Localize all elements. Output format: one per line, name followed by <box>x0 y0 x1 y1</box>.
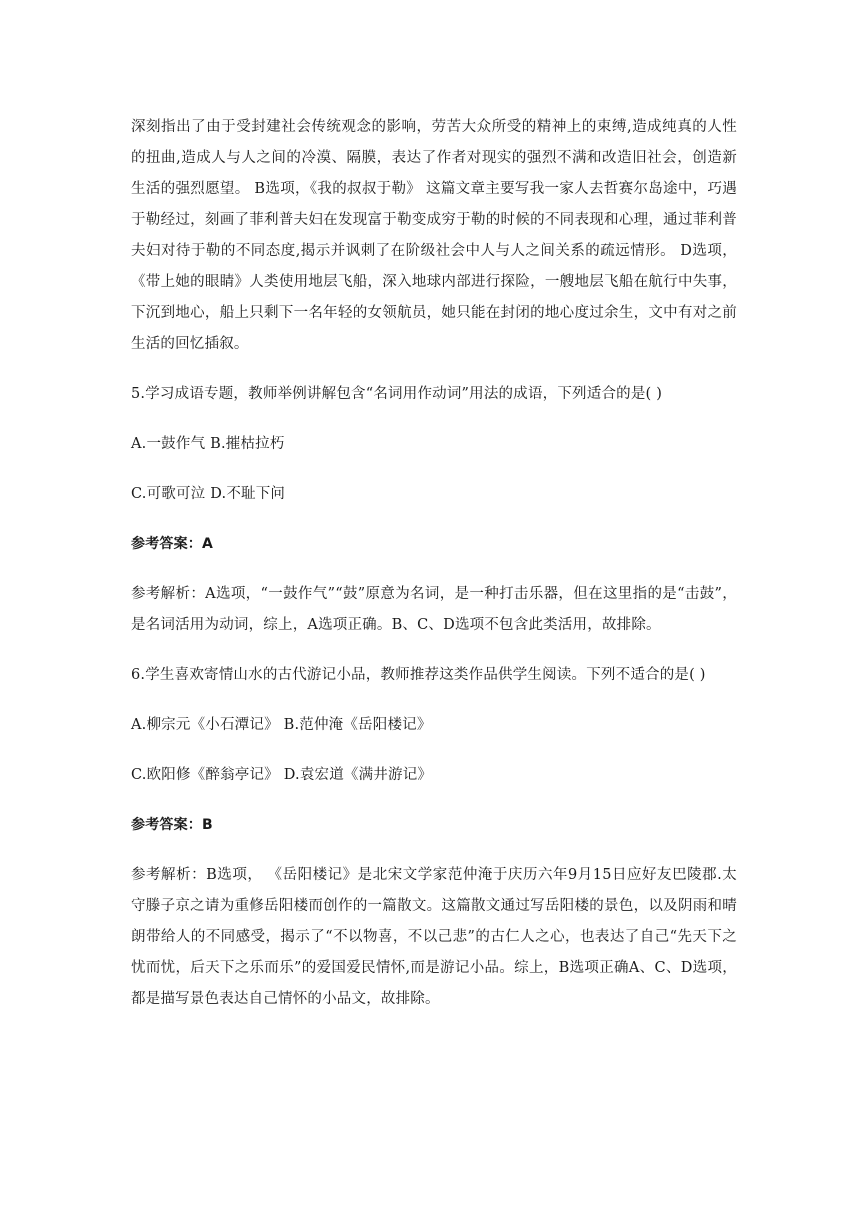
question-5-options-cd: C.可歌可泣 D.不耻下问 <box>131 486 286 502</box>
question-5-answer: 参考答案：A <box>131 536 214 552</box>
document-body <box>131 112 737 1034</box>
question-6-answer: 参考答案：B <box>131 817 213 833</box>
question-5-options-ab: A.一鼓作气 B.摧枯拉朽 <box>131 436 285 452</box>
question-6-options-cd: C.欧阳修《醉翁亭记》 D.袁宏道《满井游记》 <box>131 767 433 783</box>
question-6-options-ab: A.柳宗元《小石潭记》 B.范仲淹《岳阳楼记》 <box>131 717 432 733</box>
question-5-analysis: 参考解析：A选项，“一鼓作气”“鼓”原意为名词，是一种打击乐器，但在这里指的是“击鼓”，是名词活用为动词，综上，A选项正确。B、C、D选项不包含此类活用，故排除。 <box>131 586 737 633</box>
question-5-stem: 5.学习成语专题，教师举例讲解包含“名词用作动词”用法的成语，下列适合的是( ) <box>131 386 663 402</box>
question-6-stem: 6.学生喜欢寄情山水的古代游记小品，教师推荐这类作品供学生阅读。下列不适合的是( ) <box>131 667 706 683</box>
question-6-analysis: 参考解析：B选项， 《岳阳楼记》是北宋文学家范仲淹于庆历六年9月15日应好友巴陵郡.太守滕子京之请为重修岳阳楼而创作的一篇散文。这篇散文通过写岳阳楼的景色，以及阴雨和晴朗带给人的不同感受，揭示了“不以物喜，不以己悲”的古仁人之心，也表达了自己“先天下之忧而忧，后天下之乐而乐”的爱国爱民情怀,而是游记小品。综上，B选项正确A、C、D选项，都是描写景色表达自己情怀的小品文，故排除。 <box>131 867 737 1007</box>
previous-analysis-continuation: 深刻指出了由于受封建社会传统观念的影响，劳苦大众所受的精神上的束缚,造成纯真的人性的扭曲,造成人与人之间的冷漠、隔膜，表达了作者对现实的强烈不满和改造旧社会，创造新生活的强烈愿望。 B选项，《我的叔叔于勒》 这篇文章主要写我一家人去哲赛尔岛途中，巧遇于勒经过，刻画了菲利普夫妇在发现富于勒变成穷于勒的时候的不同表现和心理，通过菲利普夫妇对待于勒的不同态度,揭示并讽刺了在阶级社会中人与人之间关系的疏远情形。 D选项，《带上她的眼睛》人类使用地层飞船，深入地球内部进行探险，一艘地层飞船在航行中失事，下沉到地心，船上只剩下一名年轻的女领航员，她只能在封闭的地心度过余生，文中有对之前生活的回忆插叙。 <box>131 119 737 352</box>
